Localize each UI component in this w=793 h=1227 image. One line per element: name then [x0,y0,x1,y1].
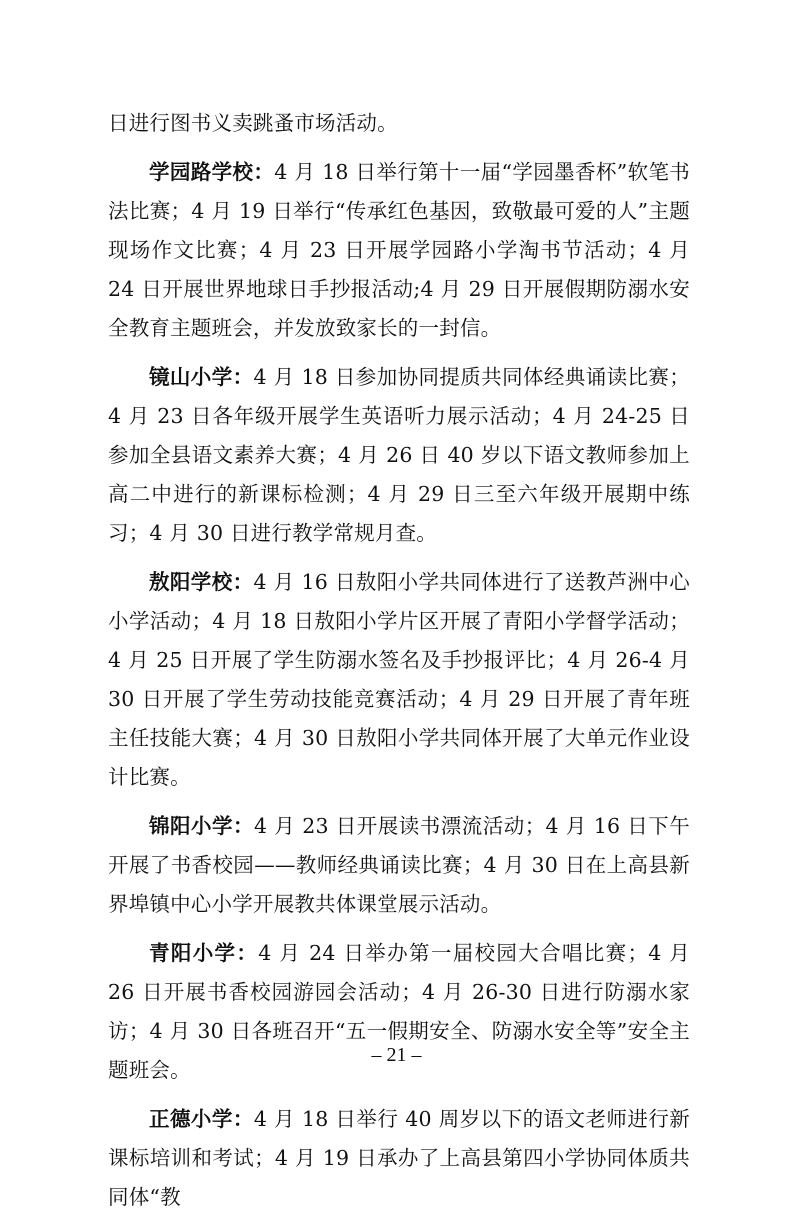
opening-text: 日进行图书义卖跳蚤市场活动。 [108,111,398,135]
school-paragraph-jingshan [108,358,690,553]
school-name: 敖阳学校： [149,570,254,594]
opening-paragraph [108,104,690,143]
school-name: 青阳小学： [149,941,259,965]
school-name: 镜山小学： [149,365,254,389]
school-name: 学园路学校： [149,160,275,184]
page-number: – 21 – [371,1044,422,1066]
school-name: 正德小学： [149,1107,254,1131]
school-activities: 4 月 18 日参加协同提质共同体经典诵读比赛；4 月 23 日各年级开展学生英语听力展示活动；4 月 24-25 日参加全县语文素养大赛；4 月 26 日 40 岁以下语文教师参加上高二中进行的新课标检测；4 月 29 日三至六年级开展期中练习；4 月 30 日进行教学常规月查。 [108,365,691,545]
school-paragraph-aoyang [108,563,690,797]
school-paragraph-jinyang [108,807,690,924]
school-paragraph-zhengde [108,1100,690,1217]
school-activities: 4 月 18 日举行第十一届“学园墨香杯”软笔书法比赛；4 月 19 日举行“传承红色基因，致敬最可爱的人”主题现场作文比赛；4 月 23 日开展学园路小学淘书节活动；4 月 24 日开展世界地球日手抄报活动;4 月 29 日开展假期防溺水安全教育主题班会，并发放致家长的一封信。 [108,160,691,340]
school-name: 锦阳小学： [149,814,255,838]
school-activities: 4 月 24 日举办第一届校园大合唱比赛；4 月 26 日开展书香校园游园会活动；4 月 26-30 日进行防溺水家访；4 月 30 日各班召开“五一假期安全、防溺水安全等”安全主题班会。 [108,941,691,1082]
school-activities: 4 月 23 日开展读书漂流活动；4 月 16 日下午开展了书香校园——教师经典诵读比赛；4 月 30 日在上高县新界埠镇中心小学开展教共体课堂展示活动。 [108,814,690,916]
school-activities: 4 月 18 日举行 40 周岁以下的语文老师进行新课标培训和考试；4 月 19 日承办了上高县第四小学协同体质共同体“教 [108,1107,691,1209]
school-activities: 4 月 16 日敖阳小学共同体进行了送教芦洲中心小学活动；4 月 18 日敖阳小学片区开展了青阳小学督学活动；4 月 25 日开展了学生防溺水签名及手抄报评比；4 月 26-4 月 30 日开展了学生劳动技能竞赛活动；4 月 29 日开展了青年班主任技能大赛；4 月 30 日敖阳小学共同体开展了大单元作业设计比赛。 [108,570,691,789]
school-paragraph-xueyuanlu [108,153,690,348]
